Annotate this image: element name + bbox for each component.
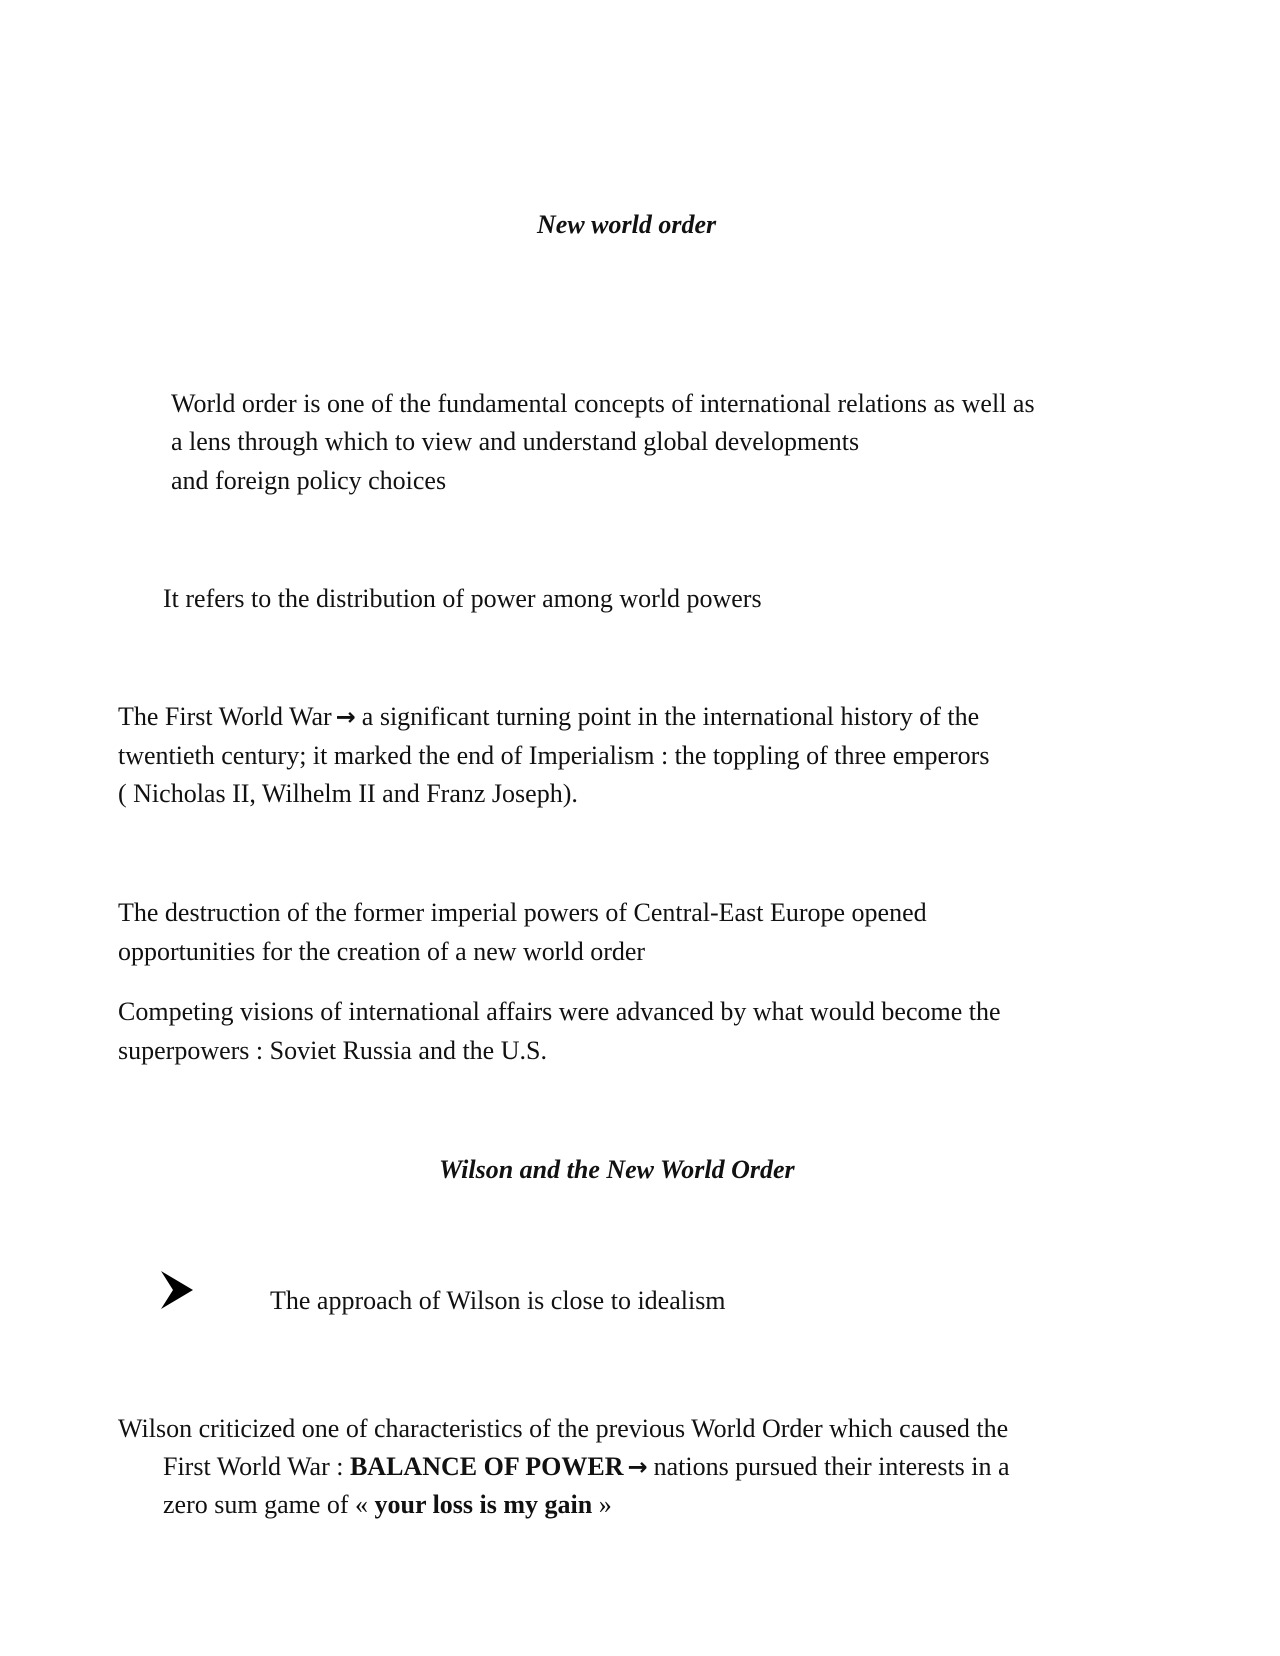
first-war-line-3: ( Nicholas II, Wilhelm II and Franz Joseph).: [118, 779, 578, 808]
first-war-line-1: [118, 698, 979, 736]
first-war-description: a significant turning point in the international history of the: [361, 702, 980, 731]
refers-paragraph: It refers to the distribution of power among world powers: [163, 584, 762, 613]
arrowhead-bullet-icon: [160, 1270, 194, 1310]
section-heading: Wilson and the New World Order: [439, 1155, 795, 1184]
criticism-line-1: Wilson criticized one of characteristics of the previous World Order which caused the: [118, 1414, 1009, 1443]
destruction-line-2: opportunities for the creation of a new world order: [118, 937, 646, 966]
destruction-line-1: The destruction of the former imperial powers of Central-East Europe opened: [118, 898, 927, 927]
criticism-line-3: [163, 1486, 612, 1524]
intro-line-1: World order is one of the fundamental concepts of international relations as well as: [171, 389, 1035, 418]
intro-line-2: a lens through which to view and understand global developments: [171, 427, 860, 456]
criticism-line-2: [163, 1448, 1010, 1486]
zero-sum-lead: zero sum game of «: [163, 1490, 375, 1519]
bullet-text: The approach of Wilson is close to idealism: [270, 1286, 726, 1315]
right-arrow-icon: →: [335, 703, 356, 731]
document-title: New world order: [537, 210, 717, 239]
criticism-continuation: nations pursued their interests in a: [653, 1452, 1010, 1481]
first-war-line-2: twentieth century; it marked the end of Imperialism : the toppling of three emperors: [118, 741, 990, 770]
balance-of-power-term: BALANCE OF POWER: [349, 1452, 624, 1481]
first-war-label: The First World War: [118, 702, 332, 731]
intro-line-3: and foreign policy choices: [171, 466, 447, 495]
right-arrow-icon: →: [627, 1453, 648, 1481]
criticism-lead: First World War :: [163, 1452, 350, 1481]
loss-gain-quote: your loss is my gain: [374, 1490, 593, 1519]
competing-line-2: superpowers : Soviet Russia and the U.S.: [118, 1036, 547, 1065]
competing-line-1: Competing visions of international affairs were advanced by what would become the: [118, 997, 1001, 1026]
closing-quote: »: [592, 1490, 612, 1519]
